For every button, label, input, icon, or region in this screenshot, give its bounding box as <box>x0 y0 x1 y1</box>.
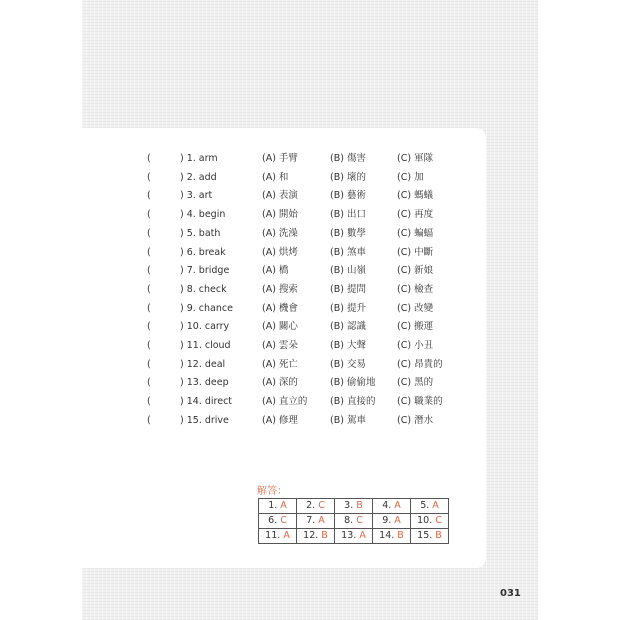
option-a: (A) 雲朵 <box>262 340 298 351</box>
answer-number: 15. <box>417 530 433 541</box>
answer-letter: A <box>394 500 401 511</box>
answer-number: 12. <box>303 530 319 541</box>
option-a: (A) 手臂 <box>262 153 298 164</box>
question-row <box>0 301 620 317</box>
answer-row <box>259 529 449 544</box>
answer-cell <box>259 499 297 514</box>
option-b: (B) 偷偷地 <box>330 377 376 389</box>
option-a: (A) 烘烤 <box>262 246 298 258</box>
question-row <box>0 413 620 429</box>
answer-number: 7. <box>306 515 316 526</box>
option-b: (B) 直接的 <box>330 396 376 408</box>
option-c: (C) 中斷 <box>397 246 434 258</box>
answer-cell <box>411 499 449 514</box>
question-word: ) 1. arm <box>180 153 218 164</box>
answer-number: 13. <box>341 530 357 541</box>
answer-blank-open-paren[interactable]: ( <box>147 340 151 351</box>
question-row <box>0 357 620 373</box>
answer-cell <box>259 529 297 544</box>
answer-cell <box>259 514 297 529</box>
answer-letter: C <box>435 515 442 526</box>
option-c: (C) 改變 <box>397 302 434 314</box>
option-b: (B) 提升 <box>330 302 366 314</box>
question-word: ) 2. add <box>180 171 217 183</box>
answer-number: 8. <box>344 515 354 526</box>
answer-number: 3. <box>344 500 354 511</box>
option-b: (B) 提問 <box>330 283 366 295</box>
option-b: (B) 傷害 <box>330 153 366 164</box>
option-c: (C) 螞蟻 <box>397 190 434 202</box>
option-b: (B) 認識 <box>330 321 366 333</box>
question-row <box>0 263 620 279</box>
question-word: ) 12. deal <box>180 358 226 370</box>
option-b: (B) 藝術 <box>330 190 366 202</box>
answer-letter: A <box>359 530 366 541</box>
question-word: ) 4. begin <box>180 209 226 221</box>
answer-cell <box>411 514 449 529</box>
answer-key-label: 解答： <box>257 486 287 497</box>
answer-blank-open-paren[interactable]: ( <box>147 209 151 221</box>
option-a: (A) 表演 <box>262 190 298 202</box>
question-row <box>0 319 620 335</box>
question-word: ) 3. art <box>180 190 213 202</box>
answer-number: 14. <box>379 530 395 541</box>
option-c: (C) 搬運 <box>397 321 434 333</box>
answer-letter: A <box>280 500 287 511</box>
option-c: (C) 黑的 <box>397 377 434 389</box>
answer-blank-open-paren[interactable]: ( <box>147 153 151 164</box>
answer-letter: A <box>394 515 401 526</box>
answer-number: 9. <box>382 515 392 526</box>
option-a: (A) 死亡 <box>262 358 298 370</box>
answer-number: 4. <box>382 500 392 511</box>
answer-blank-open-paren[interactable]: ( <box>147 171 151 183</box>
option-c: (C) 軍隊 <box>397 153 434 164</box>
option-a: (A) 洗澡 <box>262 227 298 239</box>
answer-blank-open-paren[interactable]: ( <box>147 396 151 408</box>
option-b: (B) 大聲 <box>330 340 366 351</box>
answer-key-table <box>258 498 449 544</box>
page-number: 031 <box>500 588 521 599</box>
answer-blank-open-paren[interactable]: ( <box>147 283 151 295</box>
question-row <box>0 338 620 354</box>
question-word: ) 9. chance <box>180 302 233 314</box>
option-c: (C) 潛水 <box>397 414 434 426</box>
answer-letter: B <box>321 530 328 541</box>
answer-number: 2. <box>306 500 316 511</box>
option-b: (B) 交易 <box>330 358 366 370</box>
question-word: ) 15. drive <box>180 414 229 426</box>
question-row <box>0 282 620 298</box>
option-c: (C) 加 <box>397 171 424 183</box>
question-word: ) 5. bath <box>180 227 221 239</box>
answer-cell <box>335 499 373 514</box>
answer-cell <box>411 529 449 544</box>
answer-number: 5. <box>420 500 430 511</box>
question-word: ) 7. bridge <box>180 265 230 277</box>
option-b: (B) 煞車 <box>330 246 366 258</box>
answer-number: 6. <box>268 515 278 526</box>
question-row <box>0 207 620 223</box>
question-word: ) 11. cloud <box>180 340 231 351</box>
answer-blank-open-paren[interactable]: ( <box>147 227 151 239</box>
answer-row <box>259 514 449 529</box>
answer-blank-open-paren[interactable]: ( <box>147 377 151 389</box>
answer-cell <box>335 514 373 529</box>
answer-letter: C <box>280 515 287 526</box>
answer-cell <box>297 529 335 544</box>
answer-letter: B <box>356 500 363 511</box>
option-c: (C) 再度 <box>397 209 434 221</box>
answer-cell <box>373 499 411 514</box>
answer-blank-open-paren[interactable]: ( <box>147 190 151 202</box>
option-c: (C) 昂貴的 <box>397 358 443 370</box>
answer-blank-open-paren[interactable]: ( <box>147 246 151 258</box>
answer-row <box>259 499 449 514</box>
question-word: ) 8. check <box>180 283 227 295</box>
answer-cell <box>335 529 373 544</box>
answer-letter: A <box>318 515 325 526</box>
question-row <box>0 151 620 167</box>
option-a: (A) 機會 <box>262 302 298 314</box>
question-word: ) 6. break <box>180 246 226 258</box>
answer-blank-open-paren[interactable]: ( <box>147 414 151 426</box>
answer-number: 1. <box>268 500 278 511</box>
option-c: (C) 檢查 <box>397 283 434 295</box>
answer-letter: B <box>435 530 442 541</box>
answer-cell <box>373 529 411 544</box>
answer-number: 11. <box>265 530 281 541</box>
question-row <box>0 245 620 261</box>
option-c: (C) 職業的 <box>397 396 443 408</box>
option-a: (A) 修理 <box>262 414 298 426</box>
option-c: (C) 蝙蝠 <box>397 227 434 239</box>
answer-blank-open-paren[interactable]: ( <box>147 321 151 333</box>
option-b: (B) 數學 <box>330 227 366 239</box>
answer-letter: B <box>397 530 404 541</box>
option-a: (A) 橋 <box>262 265 289 277</box>
question-word: ) 10. carry <box>180 321 230 333</box>
option-a: (A) 關心 <box>262 321 298 333</box>
answer-blank-open-paren[interactable]: ( <box>147 302 151 314</box>
answer-letter: A <box>432 500 439 511</box>
question-row <box>0 394 620 410</box>
option-a: (A) 深的 <box>262 377 298 389</box>
question-word: ) 13. deep <box>180 377 229 389</box>
option-c: (C) 新娘 <box>397 265 434 277</box>
option-c: (C) 小丑 <box>397 340 434 351</box>
option-a: (A) 開始 <box>262 209 298 221</box>
answer-cell <box>373 514 411 529</box>
option-a: (A) 搜索 <box>262 283 298 295</box>
question-word: ) 14. direct <box>180 396 233 408</box>
option-b: (B) 山嶺 <box>330 265 366 277</box>
answer-letter: C <box>318 500 325 511</box>
answer-cell <box>297 514 335 529</box>
option-b: (B) 駕車 <box>330 414 366 426</box>
question-row <box>0 188 620 204</box>
question-row <box>0 226 620 242</box>
option-b: (B) 壞的 <box>330 171 366 183</box>
question-row <box>0 170 620 186</box>
answer-letter: C <box>356 515 363 526</box>
answer-blank-open-paren[interactable]: ( <box>147 265 151 277</box>
option-a: (A) 直立的 <box>262 396 308 408</box>
answer-letter: A <box>283 530 290 541</box>
option-b: (B) 出口 <box>330 209 366 221</box>
answer-cell <box>297 499 335 514</box>
question-row <box>0 375 620 391</box>
answer-blank-open-paren[interactable]: ( <box>147 358 151 370</box>
option-a: (A) 和 <box>262 171 289 183</box>
answer-number: 10. <box>417 515 433 526</box>
